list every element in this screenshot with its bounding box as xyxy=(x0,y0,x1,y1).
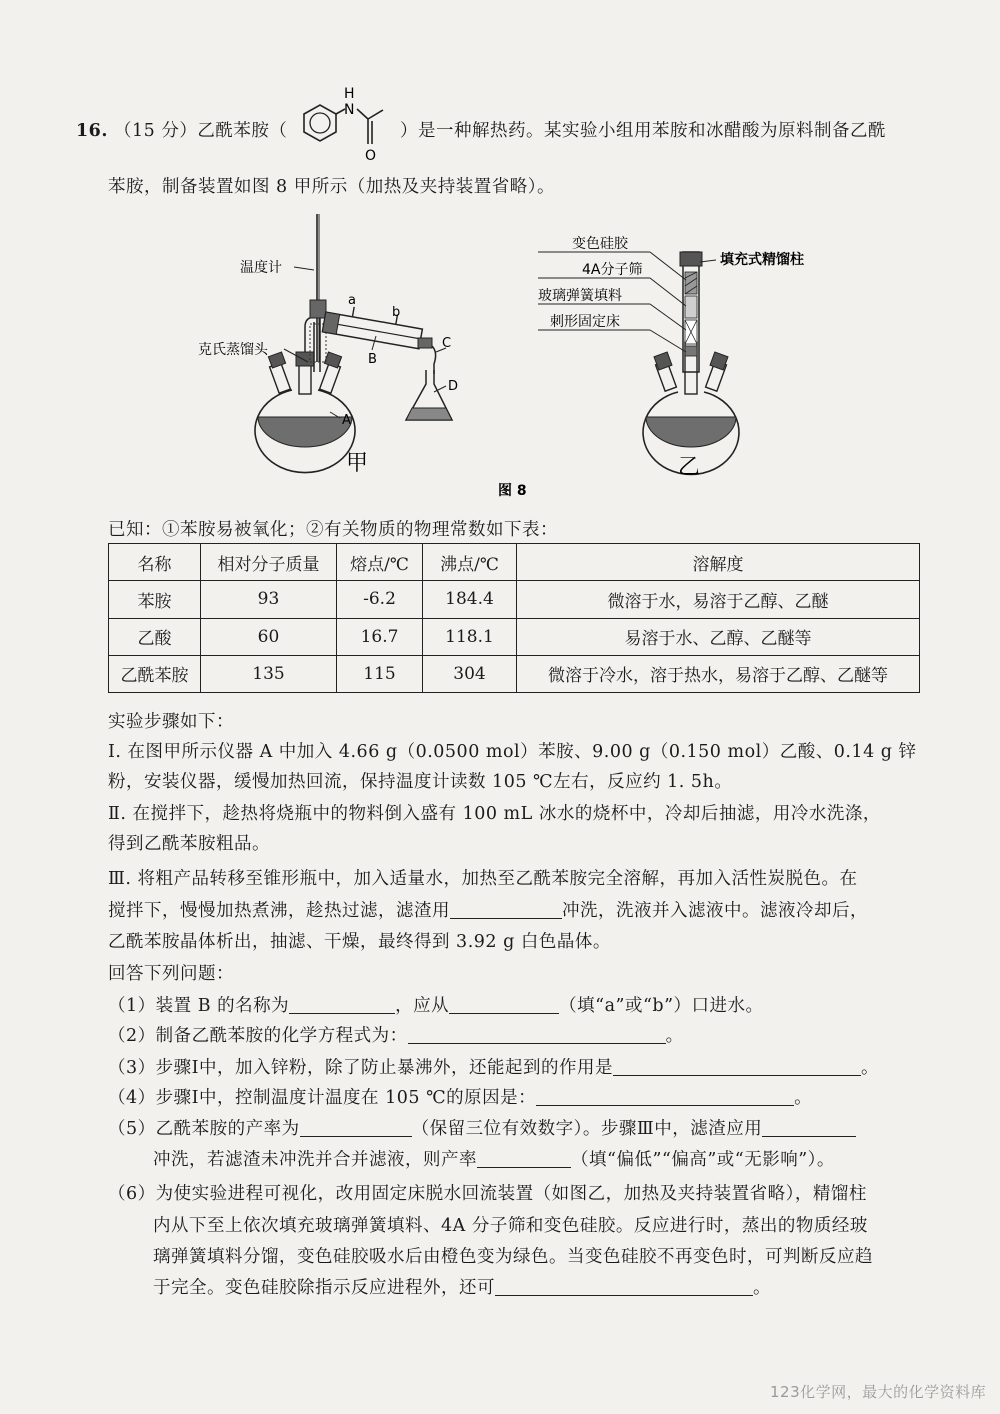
answer-blank-q2[interactable] xyxy=(408,1025,666,1044)
q6-text-b: 。 xyxy=(753,1278,771,1298)
table-cell: 16.7 xyxy=(337,618,423,655)
answer-blank-q1-inlet[interactable] xyxy=(449,995,559,1014)
table-cell: 微溶于水，易溶于乙醇、乙醚 xyxy=(517,581,920,618)
table-cell: 93 xyxy=(201,581,337,618)
question-5-line-1 xyxy=(108,1115,856,1140)
label-packed-column: 填充式精馏柱 xyxy=(720,252,804,268)
table-cell: 118.1 xyxy=(423,618,517,655)
apparatus-yi xyxy=(538,235,804,480)
q1-text-c: （填“a”或“b”）口进水。 xyxy=(559,996,764,1016)
table-header: 熔点/℃ xyxy=(337,544,423,581)
label-B: B xyxy=(368,352,377,367)
table-row xyxy=(109,655,920,692)
table-cell: 易溶于水、乙醇、乙醚等 xyxy=(517,618,920,655)
step-3-text-b: 冲洗，洗液并入滤液中。滤液冷却后， xyxy=(562,901,868,921)
label-molecular-sieve: 4A分子筛 xyxy=(582,262,643,278)
table-header-row xyxy=(109,544,920,581)
table-header: 沸点/℃ xyxy=(423,544,517,581)
question-3 xyxy=(108,1054,879,1079)
step-3-line-3: 乙酰苯胺晶体析出，抽滤、干燥，最终得到 3.92 g 白色晶体。 xyxy=(108,932,611,952)
atom-h: H xyxy=(344,86,355,102)
question-line2: 苯胺，制备装置如图 8 甲所示（加热及夹持装置省略）。 xyxy=(108,177,556,197)
answer-blank-q3[interactable] xyxy=(613,1057,861,1076)
figure-8-apparatus xyxy=(180,212,860,502)
table-cell: 微溶于冷水，溶于热水，易溶于乙醇、乙醚等 xyxy=(517,655,920,692)
table-header: 相对分子质量 xyxy=(201,544,337,581)
q4-text-a: （4）步骤Ⅰ中，控制温度计温度在 105 ℃的原因是： xyxy=(108,1088,537,1108)
flask-a-liquid xyxy=(258,417,352,447)
question-2 xyxy=(108,1022,684,1047)
question-header xyxy=(76,117,287,142)
table-cell: 乙酰苯胺 xyxy=(109,655,201,692)
question-number: 16. xyxy=(76,121,108,141)
label-C: C xyxy=(442,336,452,351)
table-cell: 304 xyxy=(423,655,517,692)
label-fixed-bed: 刺形固定床 xyxy=(550,314,620,330)
label-silica-gel: 变色硅胶 xyxy=(572,236,628,252)
answer-blank-q4[interactable] xyxy=(536,1087,794,1106)
answer-blank-q5-rinse[interactable] xyxy=(762,1118,856,1137)
question-6-line-2: 内从下至上依次填充玻璃弹簧填料、4A 分子筛和变色硅胶。反应进行时，蒸出的物质经玻 xyxy=(153,1216,868,1236)
step-2-line-1: Ⅱ. 在搅拌下，趁热将烧瓶中的物料倒入盛有 100 mL 冰水的烧杯中，冷却后抽滤，用冷水洗涤， xyxy=(108,804,881,824)
answer-blank-q1-name[interactable] xyxy=(289,995,395,1014)
step-3-line-1: Ⅲ. 将粗产品转移至锥形瓶中，加入适量水，加热至乙酰苯胺完全溶解，再加入活性炭脱色。在 xyxy=(108,869,858,889)
q3-text-a: （3）步骤Ⅰ中，加入锌粉，除了防止暴沸外，还能起到的作用是 xyxy=(108,1058,614,1078)
q1-text-a: （1）装置 B 的名称为 xyxy=(108,996,290,1016)
table-cell: 184.4 xyxy=(423,581,517,618)
step-1-line-2: 粉，安装仪器，缓慢加热回流，保持温度计读数 105 ℃左右，反应约 1. 5h。 xyxy=(108,772,733,792)
question-name-prefix: 乙酰苯胺（ xyxy=(197,121,288,141)
table-row xyxy=(109,618,920,655)
question-6-line-3: 璃弹簧填料分馏，变色硅胶吸水后由橙色变为绿色。当变色硅胶不再变色时，可判断反应趋 xyxy=(153,1247,873,1267)
label-thermometer: 温度计 xyxy=(240,260,282,276)
q2-text-b: 。 xyxy=(665,1026,684,1046)
atom-n: N xyxy=(344,102,355,118)
table-row xyxy=(109,581,920,618)
label-b: b xyxy=(392,305,401,320)
question-6-line-4 xyxy=(153,1274,771,1299)
table-cell: 苯胺 xyxy=(109,581,201,618)
question-6-line-1: （6）为使实验进程可视化，改用固定床脱水回流装置（如图乙，加热及夹持装置省略），精馏柱 xyxy=(108,1184,867,1204)
table-cell: 135 xyxy=(201,655,337,692)
step-3-text-a: 搅拌下，慢慢加热煮沸，趁热过滤，滤渣用 xyxy=(108,901,450,921)
answer-blank-rinse[interactable] xyxy=(450,900,562,919)
question-desc-suffix: ）是一种解热药。某实验小组用苯胺和冰醋酸为原料制备乙酰 xyxy=(400,121,886,141)
known-text: 已知：①苯胺易被氧化；②有关物质的物理常数如下表： xyxy=(108,520,558,540)
q4-text-b: 。 xyxy=(794,1088,813,1108)
q5-text-b: （保留三位有效数字）。步骤Ⅲ中，滤渣应用 xyxy=(411,1119,763,1139)
q5-text-a: （5）乙酰苯胺的产率为 xyxy=(108,1119,300,1139)
question-4 xyxy=(108,1084,812,1109)
steps-title: 实验步骤如下： xyxy=(108,712,234,732)
question-1 xyxy=(108,992,764,1017)
label-claisen-head: 克氏蒸馏头 xyxy=(198,342,268,358)
physical-constants-table xyxy=(108,543,920,693)
label-a: a xyxy=(348,293,356,308)
label-spring-packing: 玻璃弹簧填料 xyxy=(538,288,622,304)
question-score: （15 分） xyxy=(114,121,198,141)
q5-text-d: （填“偏低”“偏高”或“无影响”）。 xyxy=(571,1150,835,1170)
q2-text-a: （2）制备乙酰苯胺的化学方程式为： xyxy=(108,1026,408,1046)
acetanilide-structure xyxy=(282,84,402,164)
step-1-line-1: Ⅰ. 在图甲所示仪器 A 中加入 4.66 g（0.0500 mol）苯胺、9.00 g（0.150 mol）乙酸、0.14 g 锌 xyxy=(108,742,917,762)
atom-o: O xyxy=(365,148,377,164)
benzene-ring xyxy=(304,105,336,141)
table-cell: 乙酸 xyxy=(109,618,201,655)
label-yi: 乙 xyxy=(678,455,701,480)
q3-text-b: 。 xyxy=(861,1058,880,1078)
table-header: 溶解度 xyxy=(517,544,920,581)
label-D: D xyxy=(448,379,459,394)
q5-text-c: 冲洗，若滤渣未冲洗并合并滤液，则产率 xyxy=(153,1150,477,1170)
figure-caption: 图 8 xyxy=(498,483,527,499)
table-cell: 60 xyxy=(201,618,337,655)
label-A: A xyxy=(342,413,351,428)
q1-text-b: ，应从 xyxy=(395,996,450,1016)
watermark: 123化学网，最大的化学资料库 xyxy=(770,1383,987,1401)
answer-title: 回答下列问题： xyxy=(108,964,234,984)
answer-blank-q5-effect[interactable] xyxy=(477,1149,571,1168)
condenser-b xyxy=(322,302,433,350)
table-header: 名称 xyxy=(109,544,201,581)
table-cell: 115 xyxy=(337,655,423,692)
table-cell: -6.2 xyxy=(337,581,423,618)
answer-blank-q6[interactable] xyxy=(495,1277,753,1296)
apparatus-jia xyxy=(198,214,458,476)
question-5-line-2 xyxy=(153,1146,835,1171)
step-2-line-2: 得到乙酰苯胺粗品。 xyxy=(108,834,270,854)
step-3-line-2 xyxy=(108,897,868,922)
answer-blank-q5-yield[interactable] xyxy=(300,1118,412,1137)
q6-text-a: 于完全。变色硅胶除指示反应进程外，还可 xyxy=(153,1278,495,1298)
label-jia: 甲 xyxy=(346,451,369,476)
